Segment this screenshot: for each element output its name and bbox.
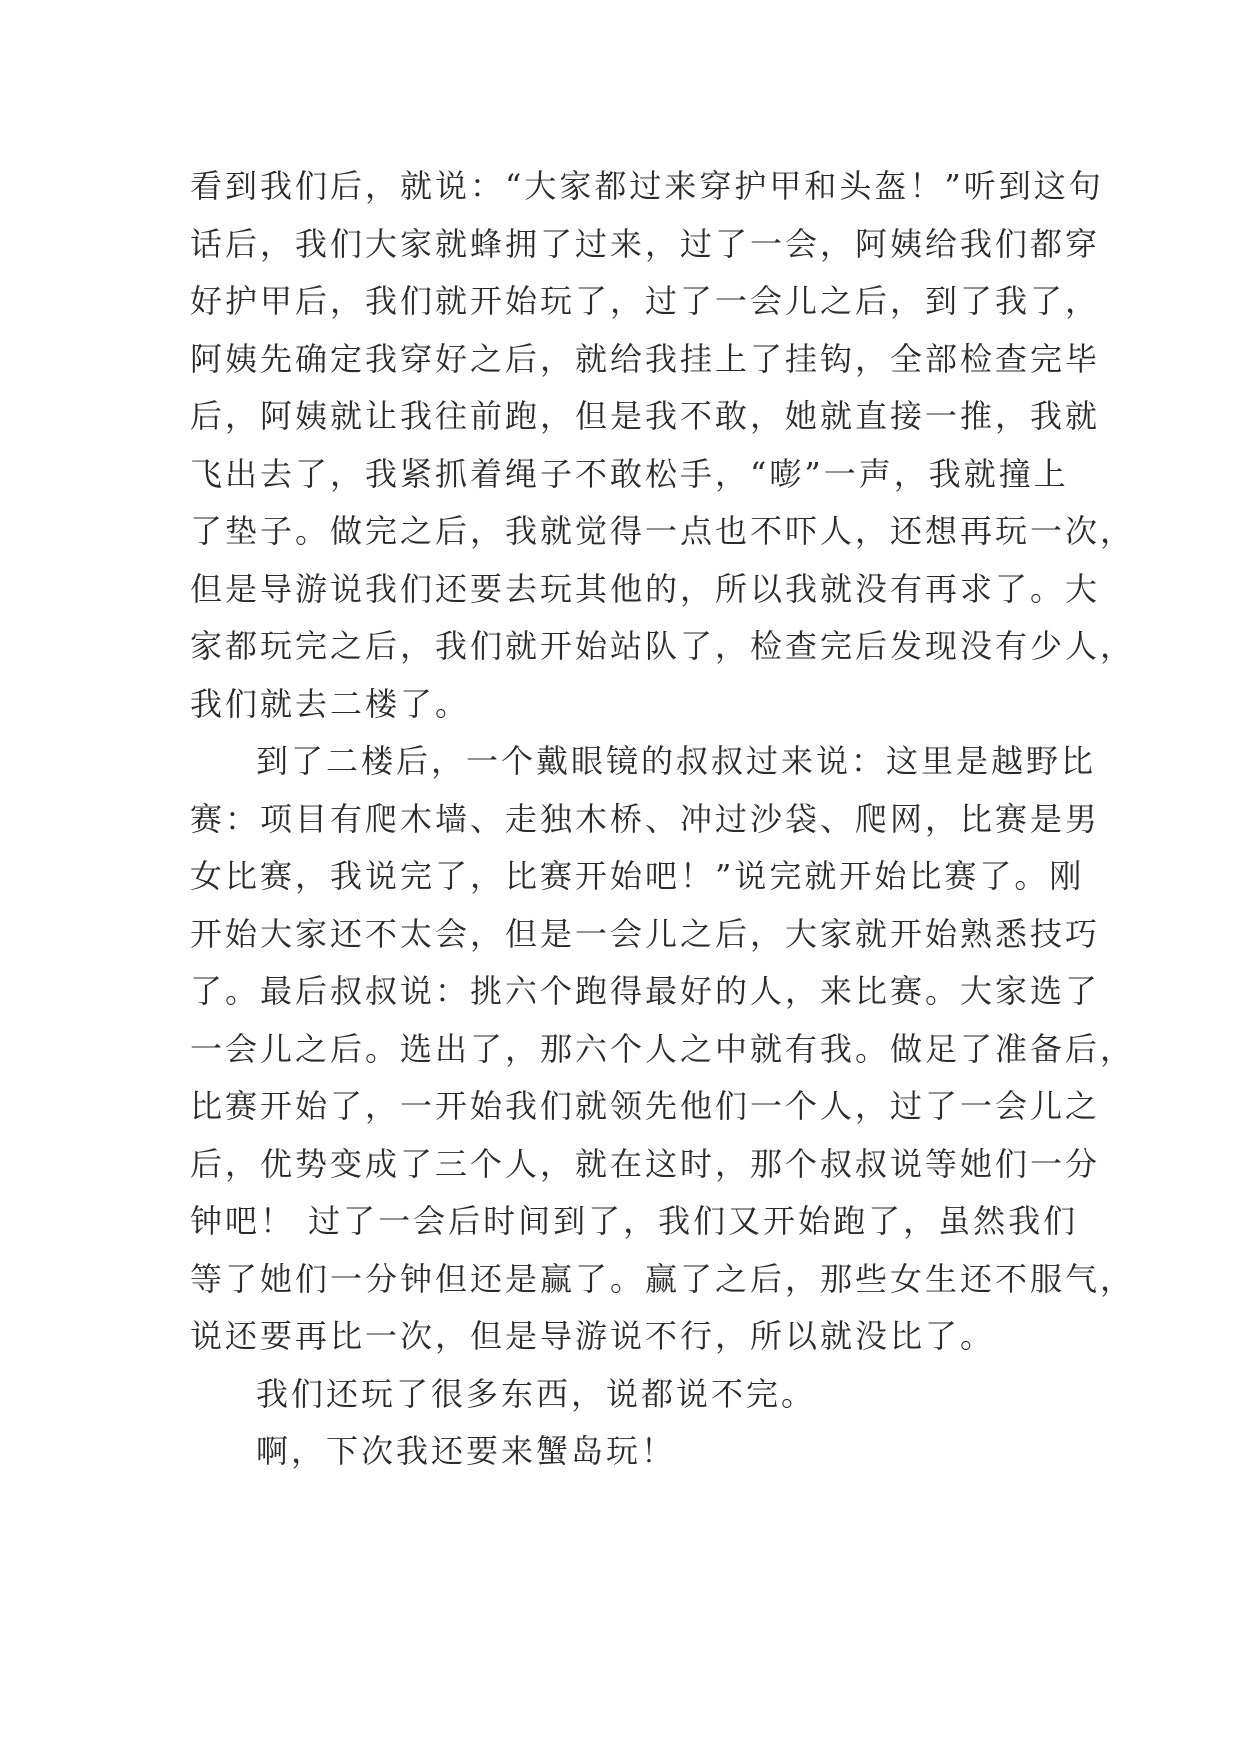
text-line: 家都玩完之后，我们就开始站队了，检查完后发现没有少人， <box>190 627 1136 665</box>
text-line: 后，优势变成了三个人，就在这时，那个叔叔说等她们一分 <box>190 1144 1101 1183</box>
text-line: 但是导游说我们还要去玩其他的，所以我就没有再求了。大 <box>190 569 1101 608</box>
text-line: 开始大家还不太会，但是一会儿之后，大家就开始熟悉技巧 <box>190 914 1101 953</box>
text-line: 话后，我们大家就蜂拥了过来，过了一会，阿姨给我们都穿 <box>190 224 1101 263</box>
text-line: 看到我们后，就说：“大家都过来穿护甲和头盔！”听到这句 <box>190 167 1104 205</box>
text-line: 后，阿姨就让我往前跑，但是我不敢，她就直接一推，我就 <box>190 397 1101 435</box>
text-line: 到了二楼后，一个戴眼镜的叔叔过来说：这里是越野比 <box>256 742 1097 780</box>
text-line: 说还要再比一次，但是导游说不行，所以就没比了。 <box>190 1317 996 1355</box>
text-line: 飞出去了，我紧抓着绳子不敢松手，“嘭”一声，我就撞上 <box>190 454 1069 493</box>
text-line: 女比赛，我说完了，比赛开始吧！”说完就开始比赛了。刚 <box>190 857 1085 895</box>
text-line: 好护甲后，我们就开始玩了，过了一会儿之后，到了我了， <box>190 282 1101 320</box>
text-line: 啊，下次我还要来蟹岛玩！ <box>256 1432 677 1470</box>
text-line: 一会儿之后。选出了，那六个人之中就有我。做足了准备后， <box>190 1029 1136 1068</box>
text-line: 阿姨先确定我穿好之后，就给我挂上了挂钩，全部检查完毕 <box>190 339 1101 378</box>
text-line: 我们还玩了很多东西，说都说不完。 <box>256 1374 817 1413</box>
text-line: 我们就去二楼了。 <box>190 684 471 723</box>
text-line: 比赛开始了，一开始我们就领先他们一个人，过了一会儿之 <box>190 1087 1101 1125</box>
text-line: 了。最后叔叔说：挑六个跑得最好的人，来比赛。大家选了 <box>190 972 1101 1010</box>
document-body <box>190 158 1136 1481</box>
text-line: 赛：项目有爬木墙、走独木桥、冲过沙袋、爬网，比赛是男 <box>190 799 1101 838</box>
text-line: 钟吧！ 过了一会后时间到了，我们又开始跑了，虽然我们 <box>190 1202 1079 1240</box>
text-line: 了垫子。做完之后，我就觉得一点也不吓人，还想再玩一次， <box>190 512 1136 550</box>
text-line: 等了她们一分钟但还是赢了。赢了之后，那些女生还不服气， <box>190 1259 1136 1298</box>
